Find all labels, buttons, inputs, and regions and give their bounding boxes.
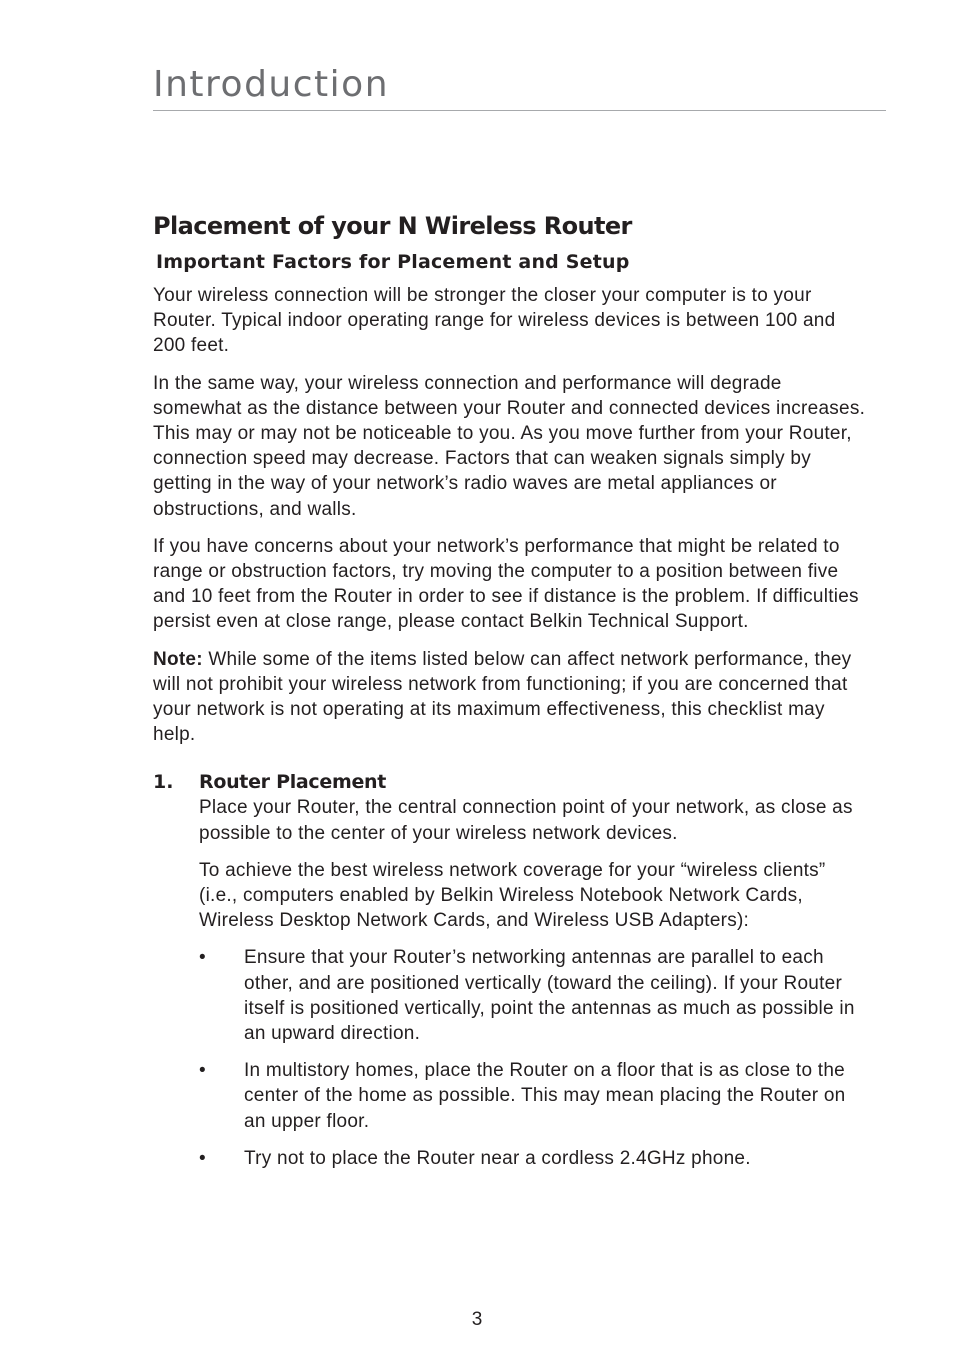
list-item-text: Ensure that your Router’s networking antennas are parallel to each other, and are positioned vertically (toward the ceiling). If your Router itself is positioned vertically, point the antennas as much as possible in an upward direction.	[244, 947, 855, 1045]
bullet-icon: •	[199, 947, 206, 969]
subsection-title: Important Factors for Placement and Setup	[156, 251, 630, 273]
note-label: Note:	[153, 648, 203, 670]
page-number: 3	[471, 1309, 483, 1330]
header-divider	[153, 110, 886, 111]
list-item-text: Try not to place the Router near a cordless 2.4GHz phone.	[244, 1147, 751, 1169]
list-item	[199, 945, 868, 1046]
item-paragraph-central: Place your Router, the central connection point of your network, as close as possible to the center of your wireless network devices.	[199, 797, 853, 844]
page-header	[153, 62, 886, 111]
note-text: While some of the items listed below can affect network performance, they will not prohibit your wireless network from functioning; if you are concerned that your network is not operating at its maximum effectiveness, this checklist may help.	[153, 648, 852, 746]
note-paragraph	[153, 647, 868, 748]
bullet-icon: •	[199, 1147, 206, 1169]
paragraph-degradation: In the same way, your wireless connection and performance will degrade somewhat as the distance between your Router and connected devices increases. This may or may not be noticeable to you. As you move further from your Router, connection speed may decrease. Factors that can weaken signals simply by getting in the way of your network’s radio waves are metal appliances or obstructions, and walls.	[153, 372, 866, 520]
bullet-icon: •	[199, 1060, 206, 1082]
paragraph-range: Your wireless connection will be stronger the closer your computer is to your Router. Typical indoor operating range for wireless devices is between 100 and 200 feet.	[153, 285, 836, 357]
section-title: Placement of your N Wireless Router	[153, 212, 632, 240]
checklist-item-router-placement	[153, 769, 868, 1171]
list-item	[199, 1058, 868, 1134]
item-title: Router Placement	[199, 771, 387, 794]
chapter-title: Introduction	[153, 64, 390, 105]
paragraph-concerns: If you have concerns about your network’s performance that might be related to range or obstruction factors, try moving the computer to a position between five and 10 feet from the Router in order to see if distance is the problem. If difficulties persist even at close range, please contact Belkin Technical Support.	[153, 535, 859, 633]
bullet-list	[199, 945, 868, 1171]
list-item-text: In multistory homes, place the Router on a floor that is as close to the center of the home as possible. This may mean placing the Router on an upper floor.	[244, 1060, 846, 1132]
item-paragraph-coverage: To achieve the best wireless network coverage for your “wireless clients” (i.e., computers enabled by Belkin Wireless Notebook Network Cards, Wireless Desktop Network Cards, and Wireless USB Adapters):	[199, 859, 826, 932]
page-content	[153, 209, 868, 1183]
list-item	[199, 1146, 868, 1171]
item-number: 1.	[153, 771, 174, 794]
